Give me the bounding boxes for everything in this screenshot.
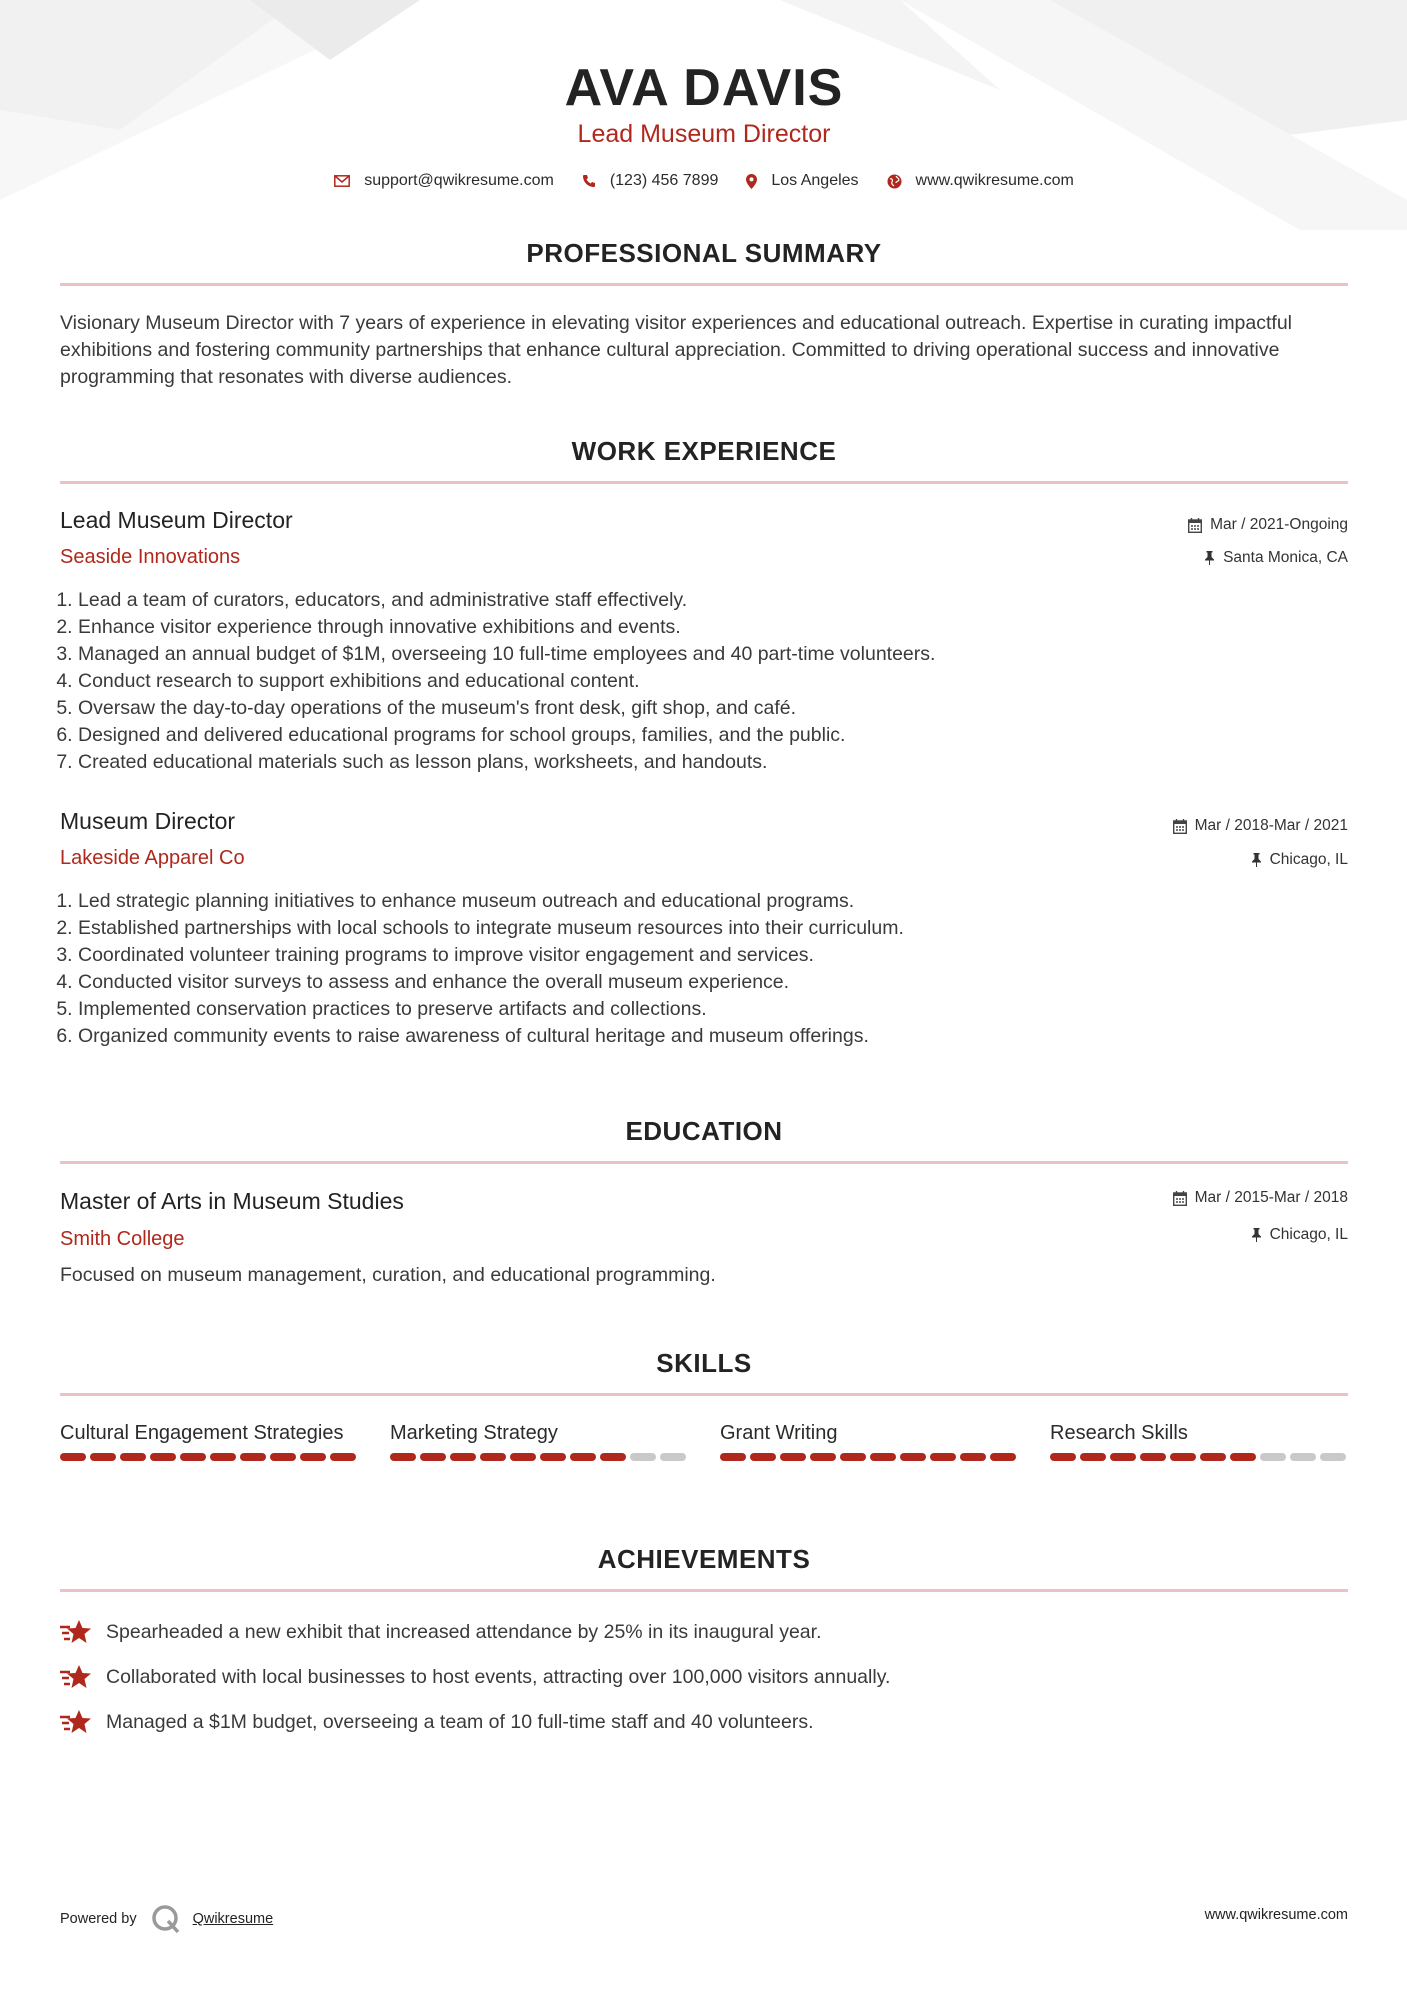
achievement-item <box>60 1618 821 1646</box>
skill-item <box>1050 1420 1350 1461</box>
pin-icon <box>1251 1228 1262 1242</box>
skill-level-bar <box>720 1453 1020 1461</box>
education-location-text: Chicago, IL <box>1269 1226 1348 1243</box>
job-bullets <box>60 888 1338 1050</box>
skill-dash-empty <box>660 1453 686 1461</box>
qwikresume-logo-icon <box>151 1904 181 1934</box>
footer-powered-by <box>60 1904 273 1934</box>
skill-dash-filled <box>1080 1453 1106 1461</box>
education-divider <box>60 1161 1348 1164</box>
degree-title: Master of Arts in Museum Studies <box>60 1188 404 1214</box>
education-dates <box>1173 1189 1348 1207</box>
skill-item <box>60 1420 360 1461</box>
contact-website[interactable] <box>887 172 1074 190</box>
education-dates-text: Mar / 2015-Mar / 2018 <box>1194 1189 1348 1206</box>
skill-dash-filled <box>180 1453 206 1461</box>
list-item: 1. Lead a team of curators, educators, and administrative staff effectively. <box>78 587 1338 614</box>
powered-by-label: Powered by <box>60 1911 137 1927</box>
list-item: 6. Designed and delivered educational programs for school groups, families, and the public. <box>78 722 1338 749</box>
summary-heading: PROFESSIONAL SUMMARY <box>526 238 882 268</box>
skill-dash-filled <box>1140 1453 1166 1461</box>
skill-dash-empty <box>1260 1453 1286 1461</box>
achievement-item <box>60 1663 890 1691</box>
job-location-text: Santa Monica, CA <box>1223 549 1348 566</box>
achievement-text: Collaborated with local businesses to host events, attracting over 100,000 visitors annually. <box>106 1665 891 1688</box>
contact-email-text: support@qwikresume.com <box>364 172 554 189</box>
skills-divider <box>60 1393 1348 1396</box>
experience-heading: WORK EXPERIENCE <box>571 436 837 466</box>
skill-dash-filled <box>150 1453 176 1461</box>
skill-dash-filled <box>120 1453 146 1461</box>
list-item: 5. Implemented conservation practices to preserve artifacts and collections. <box>78 996 1338 1023</box>
achievement-item <box>60 1708 814 1736</box>
list-item: 7. Created educational materials such as lesson plans, worksheets, and handouts. <box>78 749 1338 776</box>
education-description: Focused on museum management, curation, and educational programming. <box>60 1264 716 1286</box>
shooting-star-icon <box>60 1663 92 1691</box>
contact-website-text: www.qwikresume.com <box>915 172 1074 189</box>
candidate-title: Lead Museum Director <box>577 120 831 148</box>
pin-icon <box>1251 853 1262 867</box>
calendar-icon <box>1173 819 1187 834</box>
job-location-text: Chicago, IL <box>1269 851 1348 868</box>
candidate-name: AVA DAVIS <box>564 59 844 117</box>
job-dates <box>1188 516 1348 534</box>
list-item: 6. Organized community events to raise awareness of cultural heritage and museum offerings. <box>78 1023 1338 1050</box>
job-title: Lead Museum Director <box>60 507 293 533</box>
shooting-star-icon <box>60 1618 92 1646</box>
job-dates <box>1173 817 1348 835</box>
skill-dash-filled <box>1230 1453 1256 1461</box>
education-heading: EDUCATION <box>625 1116 783 1146</box>
skills-heading: SKILLS <box>656 1348 752 1378</box>
contact-location-text: Los Angeles <box>771 172 859 189</box>
skill-dash-filled <box>540 1453 566 1461</box>
skill-dash-filled <box>840 1453 866 1461</box>
qwikresume-link[interactable]: Qwikresume <box>192 1911 274 1927</box>
map-marker-icon <box>746 174 757 189</box>
job-company: Lakeside Apparel Co <box>60 847 245 869</box>
shooting-star-icon <box>60 1708 92 1736</box>
skill-dash-filled <box>300 1453 326 1461</box>
job-dates-text: Mar / 2021-Ongoing <box>1210 516 1348 533</box>
pin-icon <box>1204 551 1215 565</box>
skill-dash-filled <box>570 1453 596 1461</box>
achievements-heading: ACHIEVEMENTS <box>597 1544 811 1574</box>
contact-bar <box>60 172 1348 190</box>
skill-name: Research Skills <box>1050 1422 1188 1444</box>
skill-level-bar <box>60 1453 360 1461</box>
skill-name: Grant Writing <box>720 1422 838 1444</box>
skill-dash-filled <box>330 1453 356 1461</box>
list-item: 1. Led strategic planning initiatives to enhance museum outreach and educational programs. <box>78 888 1338 915</box>
skill-name: Cultural Engagement Strategies <box>60 1422 344 1444</box>
list-item: 3. Coordinated volunteer training programs to improve visitor engagement and services. <box>78 942 1338 969</box>
contact-phone[interactable] <box>582 172 719 190</box>
job-bullets <box>60 587 1338 776</box>
list-item: 5. Oversaw the day-to-day operations of the museum's front desk, gift shop, and café. <box>78 695 1338 722</box>
envelope-icon <box>334 175 350 187</box>
skill-dash-filled <box>1050 1453 1076 1461</box>
list-item: 4. Conduct research to support exhibitions and educational content. <box>78 668 1338 695</box>
footer-website[interactable]: www.qwikresume.com <box>1204 1907 1348 1923</box>
skill-dash-filled <box>810 1453 836 1461</box>
skill-dash-filled <box>780 1453 806 1461</box>
achievement-text: Spearheaded a new exhibit that increased attendance by 25% in its inaugural year. <box>106 1620 822 1643</box>
skill-dash-filled <box>900 1453 926 1461</box>
skill-name: Marketing Strategy <box>390 1422 558 1444</box>
skill-dash-filled <box>480 1453 506 1461</box>
skill-dash-filled <box>90 1453 116 1461</box>
summary-text: Visionary Museum Director with 7 years of experience in elevating visitor experiences and educational outreach. Expertise in curating impactful exhibitions and fostering community partnerships that enhance cultural appreciation. Committed to driving operational success and innovative programming that resonates with diverse audiences. <box>60 312 1293 388</box>
skill-dash-empty <box>1290 1453 1316 1461</box>
skill-dash-filled <box>750 1453 776 1461</box>
summary-divider <box>60 283 1348 286</box>
calendar-icon <box>1188 518 1202 533</box>
phone-icon <box>582 174 596 188</box>
globe-icon <box>887 174 902 189</box>
skill-dash-filled <box>930 1453 956 1461</box>
skill-dash-empty <box>630 1453 656 1461</box>
contact-email[interactable] <box>334 172 554 190</box>
achievement-text: Managed a $1M budget, overseeing a team of 10 full-time staff and 40 volunteers. <box>106 1710 814 1733</box>
skill-dash-filled <box>1170 1453 1196 1461</box>
skill-dash-filled <box>510 1453 536 1461</box>
education-location <box>1251 1226 1348 1244</box>
job-title: Museum Director <box>60 808 236 834</box>
skill-dash-filled <box>1110 1453 1136 1461</box>
experience-divider <box>60 481 1348 484</box>
contact-phone-text: (123) 456 7899 <box>609 172 719 189</box>
contact-location <box>746 172 858 190</box>
skill-dash-filled <box>960 1453 986 1461</box>
job-dates-text: Mar / 2018-Mar / 2021 <box>1194 817 1348 834</box>
skill-dash-filled <box>420 1453 446 1461</box>
school-name: Smith College <box>60 1228 185 1250</box>
skill-dash-filled <box>210 1453 236 1461</box>
skill-dash-filled <box>1200 1453 1226 1461</box>
skill-dash-filled <box>240 1453 266 1461</box>
skill-dash-filled <box>390 1453 416 1461</box>
skill-dash-filled <box>600 1453 626 1461</box>
skill-dash-filled <box>450 1453 476 1461</box>
skill-dash-filled <box>870 1453 896 1461</box>
skill-dash-filled <box>720 1453 746 1461</box>
skill-level-bar <box>390 1453 690 1461</box>
job-location <box>1251 851 1348 869</box>
list-item: 2. Enhance visitor experience through innovative exhibitions and events. <box>78 614 1338 641</box>
skill-item <box>720 1420 1020 1461</box>
job-location <box>1204 549 1348 567</box>
skill-level-bar <box>1050 1453 1350 1461</box>
job-company: Seaside Innovations <box>60 546 241 568</box>
skill-item <box>390 1420 690 1461</box>
calendar-icon <box>1173 1191 1187 1206</box>
skill-dash-empty <box>1320 1453 1346 1461</box>
skill-dash-filled <box>990 1453 1016 1461</box>
list-item: 2. Established partnerships with local schools to integrate museum resources into their curriculum. <box>78 915 1338 942</box>
list-item: 3. Managed an annual budget of $1M, overseeing 10 full-time employees and 40 part-time volunteers. <box>78 641 1338 668</box>
skill-dash-filled <box>270 1453 296 1461</box>
achievements-divider <box>60 1589 1348 1592</box>
skill-dash-filled <box>60 1453 86 1461</box>
list-item: 4. Conducted visitor surveys to assess and enhance the overall museum experience. <box>78 969 1338 996</box>
